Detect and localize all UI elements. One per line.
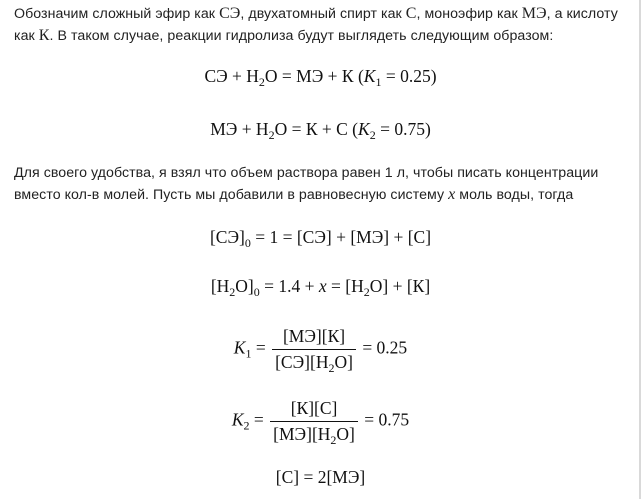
- equation-ester-balance: $[СЭ]_0 = 1 = [СЭ] + [МЭ] + [С]$: [209, 227, 432, 250]
- intro-text-1: Обозначим сложный эфир как: [14, 6, 220, 22]
- symbol-monoester: МЭ: [521, 5, 547, 22]
- symbol-acid: К: [38, 27, 50, 44]
- intro-text-3: , моноэфир как: [416, 6, 522, 22]
- intro-paragraph: [14, 3, 634, 47]
- k1-fraction: [272, 326, 356, 373]
- symbol-ester: СЭ: [219, 5, 241, 22]
- assumption-text-1: Для своего удобства, я взял что объем раствора равен 1 л, чтобы писать концентрации вместо кол-в молей. Пусть мы добавили в равновесную систему: [14, 165, 599, 203]
- k2-fraction: [270, 398, 358, 445]
- intro-text-5: . В таком случае, реакции гидролиза будут выглядеть следующим образом:: [49, 28, 554, 44]
- symbol-diol: С: [405, 5, 417, 22]
- k2-denominator: $[МЭ][H_2O]$: [273, 424, 355, 447]
- variable-x: x: [448, 186, 456, 203]
- equation-water-balance: $[H_2O]_0 = 1.4 + x = [H_2O] + [К]$: [210, 276, 431, 299]
- equation-k2: $K_2$ = $\frac{[К][С]}{[МЭ][H_2O]}$ = 0.75: [231, 398, 410, 447]
- intro-text-4: , а кислоту как: [14, 6, 618, 44]
- assumption-text-2: моль воды, тогда: [455, 187, 574, 203]
- k2-numerator: [К][С]: [270, 398, 358, 422]
- intro-text-2: , двухатомный спирт как: [240, 6, 406, 22]
- k1-denominator: $[СЭ][H_2O]$: [275, 352, 353, 375]
- k1-numerator: [МЭ][К]: [272, 326, 356, 350]
- equation-k1: $K_1$ = $\frac{[МЭ][К]}{[СЭ][H_2O]}$ = 0.25: [233, 326, 408, 375]
- assumption-paragraph: [14, 163, 634, 206]
- equation-hydrolysis-1: СЭ + $H_2O$ = МЭ + К $(K_1 = 0.25)$: [204, 66, 437, 89]
- equation-hydrolysis-2: МЭ + $H_2O = К + С$ $(K_2 = 0.75)$: [210, 119, 431, 142]
- equation-diol-relation: [С] = 2[МЭ]: [275, 467, 366, 487]
